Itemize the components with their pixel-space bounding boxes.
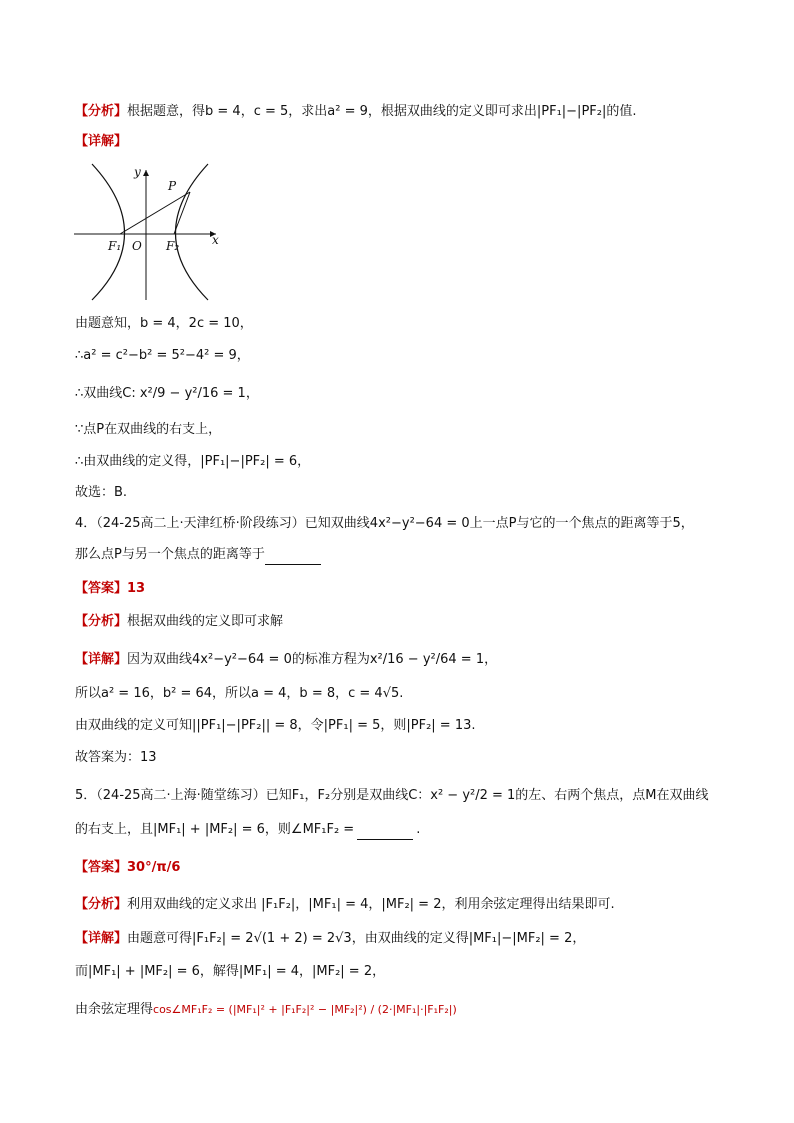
q5-analysis-text: 利用双曲线的定义求出 |F₁F₂|，|MF₁| = 4，|MF₂| = 2，利用余弦定理得出结果即可. — [127, 897, 615, 912]
q4-detail1-text: 因为双曲线4x²−y²−64 = 0的标准方程为x²/16 − y²/64 = 1， — [127, 652, 498, 667]
q5-detail2 — [75, 962, 385, 982]
answer-tag: 【答案】 — [75, 581, 128, 596]
answer-tag: 【答案】 — [75, 860, 128, 875]
q3-step1 — [75, 314, 253, 334]
label-y: y — [134, 165, 141, 179]
q4-conclusion-text: 故答案为：13 — [75, 750, 157, 765]
q3-detail-heading — [75, 132, 127, 152]
analysis-tag: 【分析】 — [75, 897, 128, 912]
label-f2: F₂ — [166, 239, 180, 253]
q4-answer-value: 13 — [127, 581, 146, 596]
q5-detail1 — [75, 929, 585, 949]
q4-stem-line2 — [75, 545, 321, 565]
q3-step4-text: ∵点P在双曲线的右支上， — [75, 422, 222, 437]
q5-answer-blank — [357, 823, 413, 840]
q5-cos-formula: cos∠MF₁F₂ = (|MF₁|² + |F₁F₂|² − |MF₂|²) / (2·|MF₁|·|F₁F₂|) — [153, 1003, 457, 1016]
q3-step5 — [75, 452, 310, 472]
q4-detail2-text: 所以a² = 16，b² = 64，所以a = 4，b = 8，c = 4√5. — [75, 686, 404, 701]
segment-pf1 — [120, 192, 190, 234]
q4-detail1 — [75, 650, 497, 670]
q4-stem-line1 — [75, 514, 694, 534]
hyperbola-figure — [70, 160, 230, 302]
q5-stem-line1 — [75, 786, 709, 806]
q5-detail2-text: 而|MF₁| + |MF₂| = 6，解得|MF₁| = 4，|MF₂| = 2， — [75, 964, 386, 979]
q3-step2 — [75, 346, 250, 366]
q5-stem-text2: 的右支上，且|MF₁| + |MF₂| = 6，则∠MF₁F₂ = — [75, 822, 355, 837]
detail-tag: 【详解】 — [75, 134, 128, 149]
analysis-tag: 【分析】 — [75, 104, 128, 119]
q5-answer-value: 30°/π/6 — [127, 860, 181, 875]
q4-detail2 — [75, 684, 403, 704]
q4-answer-blank — [265, 548, 321, 565]
q3-choice-text: 故选：B. — [75, 485, 128, 500]
left-branch — [92, 164, 125, 300]
q3-step5-text: ∴由双曲线的定义得，|PF₁|−|PF₂| = 6， — [75, 454, 311, 469]
q4-analysis-text: 根据双曲线的定义即可求解 — [127, 614, 284, 629]
q4-answer-line — [75, 579, 145, 599]
q5-stem-text1: 5．（24-25高二·上海·随堂练习）已知F₁，F₂分别是双曲线C：x² − y²/2 = 1的左、右两个焦点，点M在双曲线 — [75, 788, 709, 803]
q4-stem-text2: 那么点P与另一个焦点的距离等于 — [75, 547, 265, 562]
q4-analysis-line — [75, 612, 283, 632]
q3-step3-text: ∴双曲线C: x²/9 − y²/16 = 1， — [75, 386, 259, 401]
label-o: O — [132, 239, 142, 253]
q5-analysis-line — [75, 895, 615, 915]
q3-analysis-text: 根据题意，得b = 4，c = 5，求出a² = 9，根据双曲线的定义即可求出|PF₁|−|PF₂|的值. — [127, 104, 637, 119]
q3-analysis-line — [75, 102, 636, 122]
q4-conclusion — [75, 748, 157, 768]
segment-pf2 — [174, 192, 190, 234]
q3-step3 — [75, 384, 259, 404]
detail-tag: 【详解】 — [75, 652, 128, 667]
label-x: x — [212, 233, 219, 247]
analysis-tag: 【分析】 — [75, 614, 128, 629]
right-branch — [176, 164, 209, 300]
label-f1: F₁ — [108, 239, 122, 253]
q5-detail1-text: 由题意可得|F₁F₂| = 2√(1 + 2) = 2√3，由双曲线的定义得|MF₁|−|MF₂| = 2， — [127, 931, 586, 946]
q5-answer-line — [75, 858, 180, 878]
q5-detail3-prefix: 由余弦定理得 — [75, 1002, 154, 1017]
label-p: P — [168, 179, 177, 193]
detail-tag: 【详解】 — [75, 931, 128, 946]
y-axis-arrow — [143, 170, 149, 176]
q3-step1-text: 由题意知，b = 4，2c = 10， — [75, 316, 253, 331]
q3-step4 — [75, 420, 221, 440]
q4-stem-text1: 4．（24-25高二上·天津红桥·阶段练习）已知双曲线4x²−y²−64 = 0上一点P与它的一个焦点的距离等于5， — [75, 516, 694, 531]
q4-detail3 — [75, 716, 476, 736]
q3-step2-text: ∴a² = c²−b² = 5²−4² = 9， — [75, 348, 250, 363]
q5-stem-line2 — [75, 820, 420, 840]
q5-detail3 — [75, 1000, 457, 1020]
q5-stem-end: . — [416, 822, 421, 837]
q4-detail3-text: 由双曲线的定义可知||PF₁|−|PF₂|| = 8，令|PF₁| = 5，则|PF₂| = 13. — [75, 718, 476, 733]
q3-choice — [75, 483, 127, 503]
